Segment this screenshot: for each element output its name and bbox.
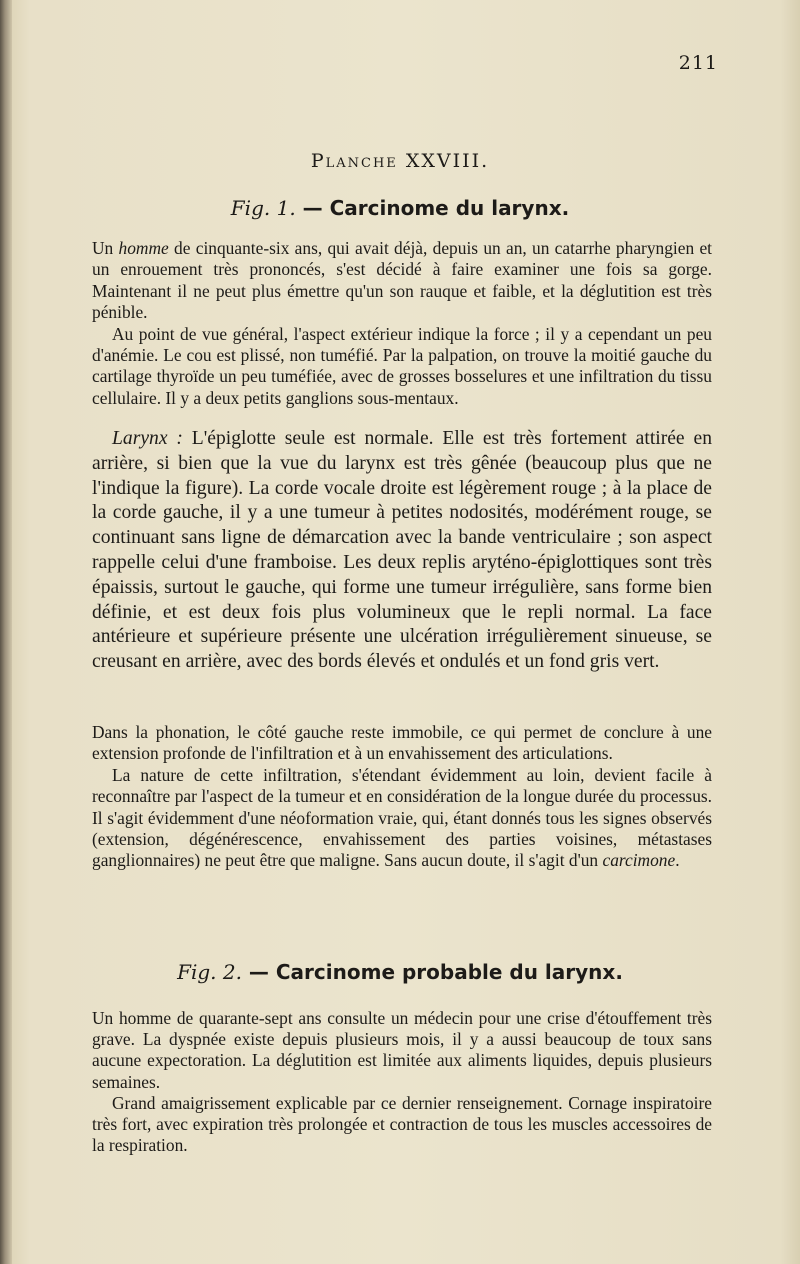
fig1-title: — Carcinome du larynx. xyxy=(295,196,570,220)
fig2-heading xyxy=(0,960,800,984)
fig1-p5-start: La nature de cette infiltration, s'étendant évidemment au loin, devient facile à reconnaître par l'aspect de la tumeur et en considération de la longue durée du processus. Il s'agit évidemment d'une néoformation vraie, qui, étant donnés tous les signes observés (extension, dégénérescence, envahissement des parties voisines, métastases ganglionnaires) ne peut être que maligne. Sans aucun doute, il s'agit d'un xyxy=(92,764,712,871)
fig1-p5-end: . xyxy=(675,850,680,871)
fig1-p1-rest: de cinquante-six ans, qui avait déjà, depuis un an, un catarrhe pharyngien et un enrouement très prononcés, s'est décidé à faire examiner une fois sa gorge. Maintenant il ne peut plus émettre qu'un son rauque et faible, et la déglutition est très pénible. xyxy=(92,238,712,323)
fig1-label: Fig. 1. xyxy=(230,196,296,220)
fig1-paragraph-4: Dans la phonation, le côté gauche reste immobile, ce qui permet de conclure à une extension profonde de l'infiltration et à un envahissement des articulations. xyxy=(92,722,712,764)
larynx-label: Larynx : xyxy=(112,428,183,449)
fig1-heading xyxy=(0,196,800,220)
fig1-paragraph-1 xyxy=(92,238,712,324)
fig1-larynx-section xyxy=(92,427,712,675)
plate-title: Planche XXVIII. xyxy=(310,150,490,172)
page-number: 211 xyxy=(678,52,718,74)
fig2-section xyxy=(92,1008,712,1156)
book-spine-shadow xyxy=(0,0,12,1264)
larynx-description: L'épiglotte seule est normale. Elle est très fortement attirée en arrière, si bien que la vue du larynx est très gênée (beaucoup plus que ne l'indique la figure). La corde vocale droite est légèrement rouge ; à la place de la corde gauche, il y a une tumeur à petites nodosités, modérément rouge, se continuant sans ligne de démarcation avec la bande ventriculaire ; son aspect rappelle celui d'une framboise. Les deux replis aryténo-épiglottiques sont très épaissis, surtout le gauche, qui forme une tumeur irrégulière, sans forme bien définie, et est deux fois plus volumineux que le repli normal. La face antérieure et supérieure présente une ulcération irrégulièrement sinueuse, se creusant en arrière, avec des bords élevés et ondulés et un fond gris vert. xyxy=(92,428,712,673)
fig1-paragraph-5 xyxy=(92,765,712,872)
fig1-paragraph-2: Au point de vue général, l'aspect extérieur indique la force ; il y a cependant un peu d'anémie. Le cou est plissé, non tuméfié. Par la palpation, on trouve la moitié gauche du cartilage thyroïde un peu tuméfiée, avec de grosses bosselures et une infiltration du tissu cellulaire. Il y a deux petits ganglions sous-mentaux. xyxy=(92,323,712,408)
fig1-p1-emphasis: homme xyxy=(118,238,169,258)
fig1-conclusion-section xyxy=(92,722,712,872)
fig2-paragraph-1: Un homme de quarante-sept ans consulte un médecin pour une crise d'étouffement très grave. La dyspnée existe depuis plusieurs mois, il y a aussi beaucoup de toux sans aucune expectoration. La déglutition est limitée aux aliments liquides, depuis plusieurs semaines. xyxy=(92,1008,712,1092)
fig2-label: Fig. 2. xyxy=(177,960,242,984)
fig1-larynx-paragraph xyxy=(92,427,712,675)
fig1-p5-emphasis: carcimone xyxy=(602,850,676,871)
fig2-paragraph-2: Grand amaigrissement explicable par ce dernier renseignement. Cornage inspiratoire très fort, avec expiration très prolongée et contraction de tous les muscles accessoires de la respiration. xyxy=(92,1092,712,1156)
fig2-title: — Carcinome probable du larynx. xyxy=(241,960,623,984)
fig1-p1-start: Un xyxy=(92,238,119,258)
fig1-intro-section xyxy=(92,238,712,409)
